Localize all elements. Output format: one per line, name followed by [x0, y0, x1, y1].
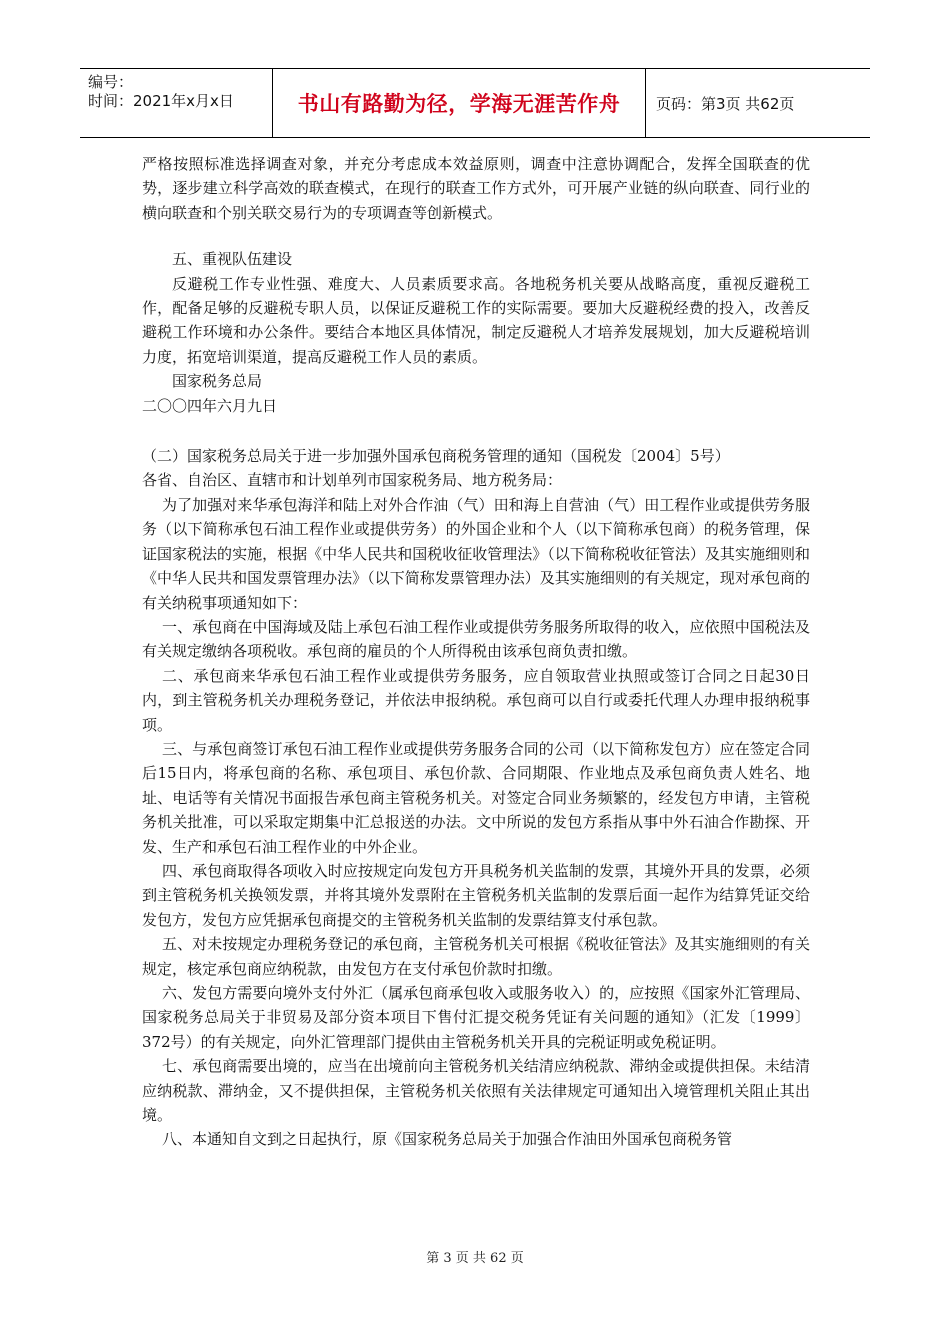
notice-addressees: 各省、自治区、直辖市和计划单列市国家税务局、地方税务局： — [142, 471, 563, 490]
signature-date: 二〇〇四年六月九日 — [142, 396, 278, 415]
notice-item-4: 四、承包商取得各项收入时应按规定向发包方开具税务机关监制的发票，其境外开具的发票，必须到主管税务机关换领发票，并将其境外发票附在主管税务机关监制的发票后面一起作为结算凭证交给发包方，发包方应凭据承包商提交的主管税务机关监制的发票结算支付承包款。 — [142, 861, 810, 929]
document-number-label: 编号： — [88, 73, 134, 91]
notice-item-6: 六、发包方需要向境外支付外汇（属承包商承包收入或服务收入）的，应按照《国家外汇管理局、国家税务总局关于非贸易及部分资本项目下售付汇提交税务凭证有关问题的通知》（汇发〔1999〕372号）的有关规定，向外汇管理部门提供由主管税务机关开具的完税证明或免税证明。 — [142, 984, 810, 1051]
document-time-label: 时间：2021年x月x日 — [88, 92, 234, 110]
signature-organization: 国家税务总局 — [172, 372, 263, 391]
header-motto: 书山有路勤为径，学海无涯苦作舟 — [272, 69, 646, 137]
paragraph-investigation-mode: 严格按照标准选择调查对象，并充分考虑成本效益原则，调查中注意协调配合，发挥全国联查的优势，逐步建立科学高效的联查模式，在现行的联查工作方式外，可开展产业链的纵向联查、同行业的横向联查和个别关联交易行为的专项调查等创新模式。 — [142, 155, 810, 222]
notice-item-5: 五、对未按规定办理税务登记的承包商，主管税务机关可根据《税收征管法》及其实施细则的有关规定，核定承包商应纳税款，由发包方在支付承包价款时扣缴。 — [142, 935, 810, 978]
notice-title: （二）国家税务总局关于进一步加强外国承包商税务管理的通知（国税发〔2004〕5号） — [142, 447, 730, 466]
notice-item-1: 一、承包商在中国海域及陆上承包石油工程作业或提供劳务服务所取得的收入，应依照中国税法及有关规定缴纳各项税收。承包商的雇员的个人所得税由该承包商负责扣缴。 — [142, 617, 810, 661]
header-page-indicator: 页码：第3页 共62页 — [656, 94, 795, 113]
notice-item-3: 三、与承包商签订承包石油工程作业或提供劳务服务合同的公司（以下简称发包方）应在签定合同后15日内，将承包商的名称、承包项目、承包价款、合同期限、作业地点及承包商负责人姓名、地址、电话等有关情况书面报告承包商主管税务机关。对签定合同业务频繁的，经发包方申请，主管税务机关批准，可以采取定期集中汇总报送的办法。文中所说的发包方系指从事中外石油合作勘探、开发、生产和承包石油工程作业的中外企业。 — [142, 739, 810, 856]
notice-item-8: 八、本通知自文到之日起执行，原《国家税务总局关于加强合作油田外国承包商税务管 — [162, 1130, 733, 1149]
notice-item-2: 二、承包商来华承包石油工程作业或提供劳务服务，应自领取营业执照或签订合同之日起30日内，到主管税务机关办理税务登记，并依法申报纳税。承包商可以自行或委托代理人办理申报纳税事项。 — [142, 666, 810, 734]
page-header — [80, 68, 870, 138]
page-footer: 第 3 页 共 62 页 — [426, 1251, 524, 1266]
header-meta — [80, 69, 272, 137]
section-title-team-building: 五、重视队伍建设 — [172, 250, 293, 269]
document-body — [142, 152, 810, 1152]
notice-introduction: 为了加强对来华承包海洋和陆上对外合作油（气）田和海上自营油（气）田工程作业或提供劳务服务（以下简称承包石油工程作业或提供劳务）的外国企业和个人（以下简称承包商）的税务管理，保证国家税法的实施，根据《中华人民共和国税收征收管理法》（以下简称税收征管法）及其实施细则和《中华人民共和国发票管理办法》（以下简称发票管理办法）及其实施细则的有关规定，现对承包商的有关纳税事项通知如下： — [142, 495, 810, 612]
paragraph-team-building: 反避税工作专业性强、难度大、人员素质要求高。各地税务机关要从战略高度，重视反避税工作，配备足够的反避税专职人员，以保证反避税工作的实际需要。要加大反避税经费的投入，改善反避税工作环境和办公条件。要结合本地区具体情况，制定反避税人才培养发展规划，加大反避税培训力度，拓宽培训渠道，提高反避税工作人员的素质。 — [142, 274, 810, 366]
notice-item-7: 七、承包商需要出境的，应当在出境前向主管税务机关结清应纳税款、滞纳金或提供担保。未结清应纳税款、滞纳金，又不提供担保，主管税务机关依照有关法律规定可通知出入境管理机关阻止其出境。 — [142, 1057, 810, 1125]
